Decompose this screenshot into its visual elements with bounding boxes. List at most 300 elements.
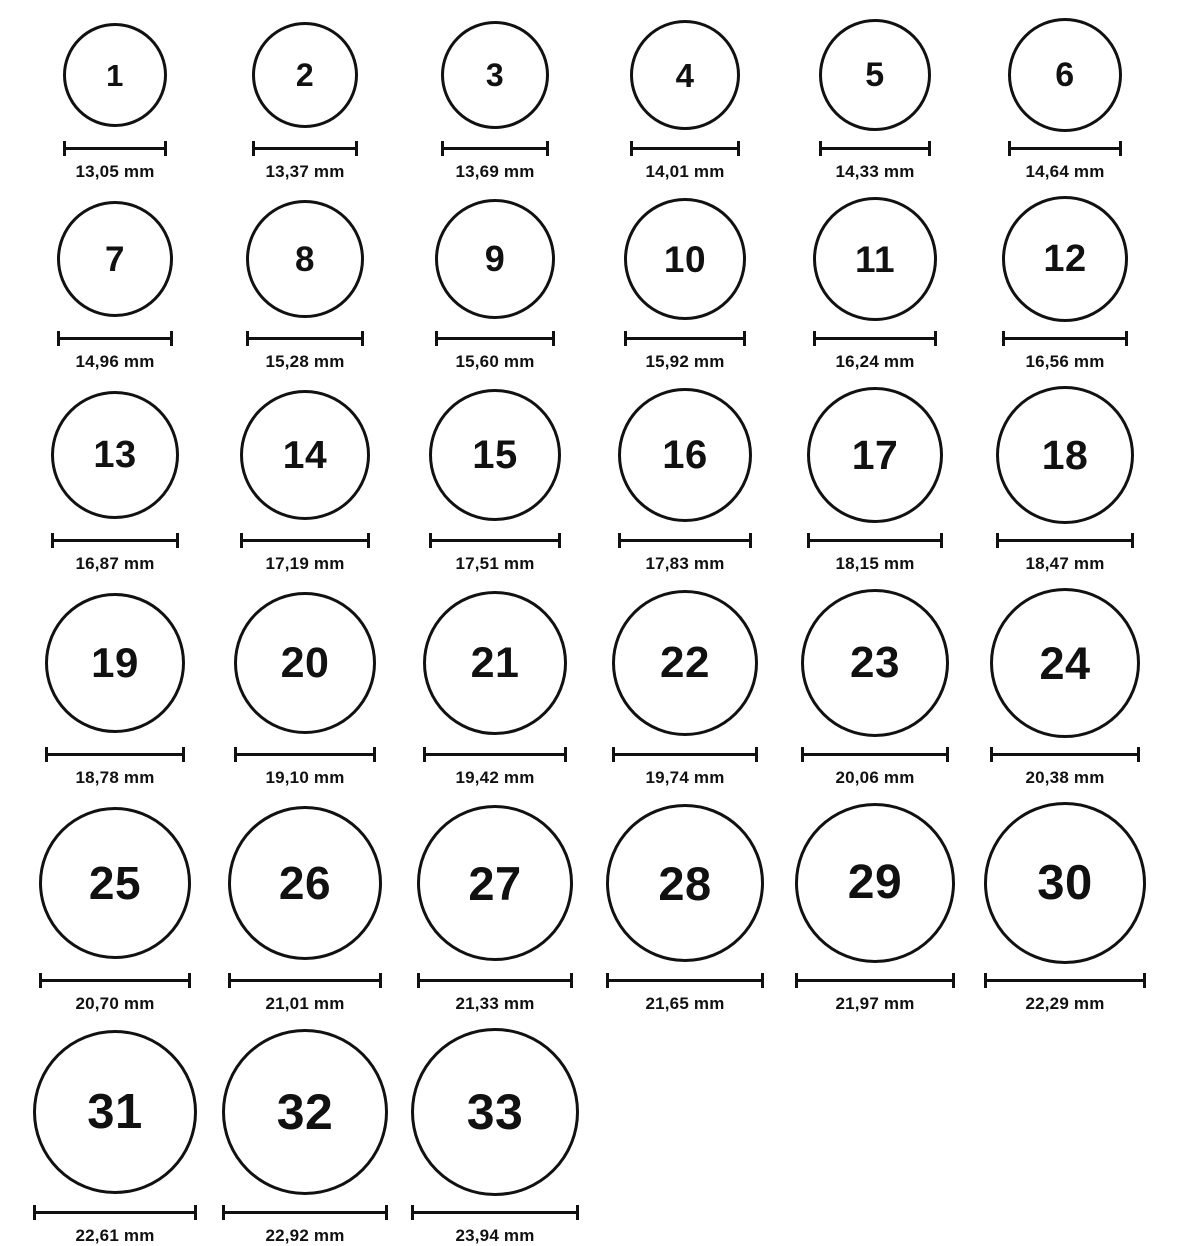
ring-circle bbox=[234, 592, 376, 734]
ring-circle-wrap bbox=[222, 1028, 388, 1196]
dimension-cap-right bbox=[546, 141, 549, 156]
ring-size-number: 21 bbox=[470, 638, 520, 687]
diameter-label: 20,06 mm bbox=[835, 768, 915, 787]
dimension-cap-right bbox=[170, 331, 173, 346]
dimension-cap-right bbox=[761, 973, 764, 988]
ring-circle-wrap bbox=[996, 386, 1134, 524]
ring-circle bbox=[624, 198, 746, 320]
diameter-dimension-line bbox=[795, 973, 955, 987]
ring-size-number: 19 bbox=[91, 639, 139, 686]
dimension-bar bbox=[606, 979, 764, 982]
dimension-cap-left bbox=[33, 1205, 36, 1220]
ring-size-number: 24 bbox=[1039, 637, 1091, 689]
dimension-bar bbox=[39, 979, 191, 982]
dimension-bar bbox=[624, 337, 746, 340]
diameter-label: 18,78 mm bbox=[75, 768, 155, 787]
dimension-cap-right bbox=[570, 973, 573, 988]
ring-size-number: 11 bbox=[854, 238, 896, 280]
dimension-cap-left bbox=[441, 141, 444, 156]
ring-circle-wrap bbox=[441, 18, 549, 132]
size-row bbox=[20, 588, 1180, 788]
diameter-dimension-line bbox=[234, 747, 376, 761]
dimension-bar bbox=[222, 1211, 388, 1214]
ring-size-cell bbox=[970, 386, 1160, 574]
dimension-cap-right bbox=[564, 747, 567, 762]
ring-size-cell bbox=[210, 588, 400, 788]
dimension-cap-left bbox=[39, 973, 42, 988]
dimension-cap-right bbox=[743, 331, 746, 346]
ring-size-cell bbox=[20, 18, 210, 182]
ring-size-number: 31 bbox=[87, 1084, 143, 1139]
diameter-dimension-line bbox=[429, 533, 561, 547]
dimension-bar bbox=[813, 337, 937, 340]
diameter-dimension-line bbox=[813, 331, 937, 345]
dimension-cap-left bbox=[984, 973, 987, 988]
diameter-label: 20,70 mm bbox=[75, 994, 155, 1013]
dimension-bar bbox=[441, 147, 549, 150]
dimension-bar bbox=[240, 539, 370, 542]
size-row bbox=[20, 802, 1180, 1014]
ring-circle bbox=[612, 590, 758, 736]
diameter-label: 15,92 mm bbox=[645, 352, 725, 371]
ring-circle bbox=[228, 806, 382, 960]
diameter-label: 21,65 mm bbox=[645, 994, 725, 1013]
ring-circle bbox=[252, 22, 358, 128]
diameter-dimension-line bbox=[33, 1205, 197, 1219]
ring-size-number: 17 bbox=[851, 431, 899, 478]
ring-size-cell bbox=[970, 196, 1160, 372]
dimension-cap-left bbox=[246, 331, 249, 346]
dimension-cap-left bbox=[63, 141, 66, 156]
diameter-dimension-line bbox=[423, 747, 567, 761]
diameter-label: 16,87 mm bbox=[75, 554, 155, 573]
dimension-cap-right bbox=[1131, 533, 1134, 548]
diameter-label: 22,92 mm bbox=[265, 1226, 345, 1245]
dimension-bar bbox=[630, 147, 740, 150]
ring-circle bbox=[51, 391, 179, 519]
ring-size-cell bbox=[780, 18, 970, 182]
diameter-dimension-line bbox=[801, 747, 949, 761]
ring-size-number: 12 bbox=[1043, 238, 1087, 280]
size-row bbox=[20, 386, 1180, 574]
ring-size-number: 25 bbox=[88, 857, 142, 909]
ring-size-cell bbox=[20, 802, 210, 1014]
ring-size-number: 18 bbox=[1041, 431, 1089, 478]
dimension-cap-left bbox=[423, 747, 426, 762]
ring-circle bbox=[246, 200, 364, 318]
dimension-cap-right bbox=[558, 533, 561, 548]
diameter-label: 17,51 mm bbox=[455, 554, 535, 573]
ring-circle bbox=[417, 805, 573, 961]
ring-circle-wrap bbox=[813, 196, 937, 322]
ring-size-number: 30 bbox=[1037, 855, 1093, 910]
ring-size-cell bbox=[210, 18, 400, 182]
diameter-label: 19,74 mm bbox=[645, 768, 725, 787]
ring-size-cell bbox=[590, 386, 780, 574]
ring-size-cell bbox=[590, 802, 780, 1014]
ring-size-number: 23 bbox=[850, 638, 900, 687]
dimension-bar bbox=[234, 753, 376, 756]
ring-size-cell bbox=[590, 588, 780, 788]
ring-size-cell bbox=[780, 588, 970, 788]
size-row bbox=[20, 196, 1180, 372]
ring-circle bbox=[606, 804, 764, 962]
diameter-dimension-line bbox=[417, 973, 573, 987]
ring-circle-wrap bbox=[984, 802, 1146, 964]
ring-circle-wrap bbox=[819, 18, 931, 132]
ring-size-cell bbox=[970, 588, 1160, 788]
dimension-bar bbox=[246, 337, 364, 340]
dimension-bar bbox=[252, 147, 358, 150]
dimension-cap-left bbox=[612, 747, 615, 762]
ring-size-cell bbox=[400, 588, 590, 788]
ring-circle bbox=[996, 386, 1134, 524]
ring-circle bbox=[45, 593, 185, 733]
ring-circle-wrap bbox=[612, 588, 758, 738]
dimension-cap-right bbox=[946, 747, 949, 762]
dimension-cap-right bbox=[367, 533, 370, 548]
dimension-bar bbox=[984, 979, 1146, 982]
dimension-cap-left bbox=[51, 533, 54, 548]
dimension-cap-right bbox=[552, 331, 555, 346]
diameter-dimension-line bbox=[411, 1205, 579, 1219]
diameter-label: 19,10 mm bbox=[265, 768, 345, 787]
dimension-cap-right bbox=[188, 973, 191, 988]
dimension-cap-left bbox=[624, 331, 627, 346]
dimension-cap-right bbox=[1137, 747, 1140, 762]
dimension-cap-right bbox=[379, 973, 382, 988]
ring-circle bbox=[795, 803, 955, 963]
ring-circle bbox=[63, 23, 167, 127]
ring-size-cell bbox=[210, 802, 400, 1014]
ring-size-cell bbox=[20, 196, 210, 372]
diameter-dimension-line bbox=[441, 141, 549, 155]
diameter-dimension-line bbox=[45, 747, 185, 761]
diameter-dimension-line bbox=[996, 533, 1134, 547]
ring-circle bbox=[57, 201, 173, 317]
ring-circle-wrap bbox=[801, 588, 949, 738]
diameter-dimension-line bbox=[630, 141, 740, 155]
ring-circle-wrap bbox=[411, 1028, 579, 1196]
ring-size-number: 8 bbox=[295, 239, 315, 279]
diameter-dimension-line bbox=[807, 533, 943, 547]
ring-circle bbox=[813, 197, 937, 321]
ring-size-number: 7 bbox=[105, 239, 125, 279]
diameter-dimension-line bbox=[990, 747, 1140, 761]
diameter-label: 21,97 mm bbox=[835, 994, 915, 1013]
dimension-bar bbox=[618, 539, 752, 542]
dimension-cap-right bbox=[952, 973, 955, 988]
diameter-label: 23,94 mm bbox=[455, 1226, 535, 1245]
ring-circle-wrap bbox=[234, 588, 376, 738]
ring-size-number: 1 bbox=[106, 57, 124, 93]
dimension-cap-right bbox=[1143, 973, 1146, 988]
diameter-label: 13,05 mm bbox=[75, 162, 155, 181]
ring-size-number: 6 bbox=[1055, 56, 1075, 94]
ring-size-cell bbox=[400, 1028, 590, 1246]
dimension-bar bbox=[429, 539, 561, 542]
ring-circle-wrap bbox=[63, 18, 167, 132]
diameter-label: 13,69 mm bbox=[455, 162, 535, 181]
ring-size-cell bbox=[20, 1028, 210, 1246]
diameter-label: 18,47 mm bbox=[1025, 554, 1105, 573]
dimension-cap-left bbox=[234, 747, 237, 762]
diameter-label: 14,96 mm bbox=[75, 352, 155, 371]
dimension-cap-right bbox=[373, 747, 376, 762]
dimension-cap-right bbox=[182, 747, 185, 762]
ring-size-number: 22 bbox=[660, 638, 710, 687]
dimension-cap-left bbox=[807, 533, 810, 548]
ring-size-number: 20 bbox=[280, 638, 330, 687]
diameter-label: 17,83 mm bbox=[645, 554, 725, 573]
dimension-bar bbox=[801, 753, 949, 756]
ring-size-cell bbox=[210, 196, 400, 372]
ring-size-cell bbox=[210, 386, 400, 574]
diameter-label: 15,60 mm bbox=[455, 352, 535, 371]
ring-circle-wrap bbox=[417, 802, 573, 964]
diameter-label: 17,19 mm bbox=[265, 554, 345, 573]
ring-circle bbox=[240, 390, 370, 520]
ring-circle bbox=[990, 588, 1140, 738]
dimension-bar bbox=[996, 539, 1134, 542]
dimension-cap-right bbox=[1119, 141, 1122, 156]
dimension-cap-left bbox=[240, 533, 243, 548]
ring-size-cell bbox=[590, 196, 780, 372]
dimension-cap-right bbox=[355, 141, 358, 156]
dimension-cap-left bbox=[630, 141, 633, 156]
ring-size-number: 33 bbox=[466, 1084, 524, 1140]
dimension-bar bbox=[57, 337, 173, 340]
dimension-cap-right bbox=[749, 533, 752, 548]
ring-size-cell bbox=[970, 802, 1160, 1014]
diameter-label: 14,33 mm bbox=[835, 162, 915, 181]
diameter-dimension-line bbox=[39, 973, 191, 987]
diameter-label: 22,29 mm bbox=[1025, 994, 1105, 1013]
dimension-cap-right bbox=[576, 1205, 579, 1220]
dimension-cap-right bbox=[164, 141, 167, 156]
ring-size-cell bbox=[400, 196, 590, 372]
dimension-cap-right bbox=[361, 331, 364, 346]
diameter-dimension-line bbox=[1008, 141, 1122, 155]
ring-circle-wrap bbox=[1002, 196, 1128, 322]
dimension-cap-right bbox=[940, 533, 943, 548]
dimension-cap-left bbox=[618, 533, 621, 548]
dimension-cap-left bbox=[801, 747, 804, 762]
ring-circle bbox=[429, 389, 561, 521]
ring-size-number: 28 bbox=[658, 856, 712, 910]
ring-size-cell bbox=[400, 18, 590, 182]
dimension-cap-left bbox=[45, 747, 48, 762]
ring-circle-wrap bbox=[429, 386, 561, 524]
dimension-cap-left bbox=[1002, 331, 1005, 346]
diameter-label: 21,33 mm bbox=[455, 994, 535, 1013]
ring-circle-wrap bbox=[423, 588, 567, 738]
ring-circle bbox=[222, 1029, 388, 1195]
ring-size-number: 14 bbox=[282, 433, 328, 477]
size-row bbox=[20, 1028, 1180, 1246]
ring-circle-wrap bbox=[1008, 18, 1122, 132]
dimension-bar bbox=[417, 979, 573, 982]
dimension-cap-left bbox=[411, 1205, 414, 1220]
dimension-cap-left bbox=[996, 533, 999, 548]
diameter-label: 18,15 mm bbox=[835, 554, 915, 573]
diameter-dimension-line bbox=[624, 331, 746, 345]
ring-size-cell bbox=[780, 196, 970, 372]
ring-circle-wrap bbox=[624, 196, 746, 322]
dimension-cap-left bbox=[435, 331, 438, 346]
diameter-dimension-line bbox=[57, 331, 173, 345]
diameter-dimension-line bbox=[618, 533, 752, 547]
dimension-cap-left bbox=[429, 533, 432, 548]
ring-size-number: 26 bbox=[278, 857, 332, 909]
diameter-dimension-line bbox=[228, 973, 382, 987]
dimension-cap-right bbox=[737, 141, 740, 156]
ring-circle-wrap bbox=[228, 802, 382, 964]
dimension-cap-right bbox=[194, 1205, 197, 1220]
ring-circle bbox=[1008, 18, 1122, 132]
diameter-dimension-line bbox=[246, 331, 364, 345]
dimension-bar bbox=[423, 753, 567, 756]
dimension-cap-right bbox=[934, 331, 937, 346]
diameter-dimension-line bbox=[51, 533, 179, 547]
dimension-cap-left bbox=[606, 973, 609, 988]
diameter-label: 14,64 mm bbox=[1025, 162, 1105, 181]
ring-circle-wrap bbox=[252, 18, 358, 132]
ring-circle bbox=[411, 1028, 579, 1196]
dimension-cap-left bbox=[222, 1205, 225, 1220]
ring-circle bbox=[1002, 196, 1128, 322]
ring-size-number: 2 bbox=[295, 57, 315, 93]
ring-size-number: 13 bbox=[93, 434, 137, 476]
dimension-cap-left bbox=[795, 973, 798, 988]
ring-circle-wrap bbox=[240, 386, 370, 524]
ring-size-number: 29 bbox=[847, 856, 903, 909]
dimension-bar bbox=[819, 147, 931, 150]
dimension-cap-right bbox=[928, 141, 931, 156]
ring-circle bbox=[423, 591, 567, 735]
ring-circle-wrap bbox=[33, 1028, 197, 1196]
diameter-label: 20,38 mm bbox=[1025, 768, 1105, 787]
dimension-cap-left bbox=[252, 141, 255, 156]
ring-circle-wrap bbox=[435, 196, 555, 322]
ring-circle bbox=[435, 199, 555, 319]
dimension-bar bbox=[795, 979, 955, 982]
diameter-label: 14,01 mm bbox=[645, 162, 725, 181]
ring-circle bbox=[807, 387, 943, 523]
dimension-bar bbox=[63, 147, 167, 150]
diameter-dimension-line bbox=[606, 973, 764, 987]
ring-size-cell bbox=[590, 18, 780, 182]
dimension-cap-right bbox=[176, 533, 179, 548]
ring-circle bbox=[441, 21, 549, 129]
ring-size-number: 4 bbox=[675, 56, 695, 94]
dimension-bar bbox=[45, 753, 185, 756]
ring-size-cell bbox=[210, 1028, 400, 1246]
ring-size-number: 32 bbox=[276, 1084, 334, 1140]
ring-size-cell bbox=[780, 386, 970, 574]
ring-circle bbox=[39, 807, 191, 959]
size-row bbox=[20, 18, 1180, 182]
diameter-dimension-line bbox=[63, 141, 167, 155]
dimension-bar bbox=[411, 1211, 579, 1214]
dimension-cap-left bbox=[1008, 141, 1011, 156]
ring-circle-wrap bbox=[606, 802, 764, 964]
diameter-label: 15,28 mm bbox=[265, 352, 345, 371]
ring-circle bbox=[618, 388, 752, 522]
ring-circle-wrap bbox=[246, 196, 364, 322]
ring-size-cell bbox=[970, 18, 1160, 182]
ring-circle bbox=[630, 20, 740, 130]
ring-circle bbox=[801, 589, 949, 737]
ring-size-number: 5 bbox=[865, 56, 885, 94]
diameter-dimension-line bbox=[252, 141, 358, 155]
ring-circle bbox=[819, 19, 931, 131]
ring-size-cell bbox=[400, 802, 590, 1014]
ring-circle bbox=[33, 1030, 197, 1194]
ring-size-cell bbox=[20, 386, 210, 574]
diameter-label: 21,01 mm bbox=[265, 994, 345, 1013]
dimension-cap-right bbox=[385, 1205, 388, 1220]
diameter-label: 19,42 mm bbox=[455, 768, 535, 787]
dimension-bar bbox=[228, 979, 382, 982]
diameter-dimension-line bbox=[984, 973, 1146, 987]
dimension-cap-left bbox=[57, 331, 60, 346]
ring-size-number: 10 bbox=[663, 238, 707, 280]
dimension-bar bbox=[33, 1211, 197, 1214]
ring-size-number: 15 bbox=[472, 433, 518, 477]
ring-circle-wrap bbox=[39, 802, 191, 964]
ring-size-number: 3 bbox=[485, 57, 505, 93]
dimension-bar bbox=[612, 753, 758, 756]
diameter-dimension-line bbox=[240, 533, 370, 547]
dimension-cap-left bbox=[813, 331, 816, 346]
dimension-bar bbox=[51, 539, 179, 542]
ring-size-number: 27 bbox=[468, 856, 522, 910]
diameter-dimension-line bbox=[435, 331, 555, 345]
diameter-dimension-line bbox=[222, 1205, 388, 1219]
dimension-bar bbox=[435, 337, 555, 340]
dimension-cap-left bbox=[819, 141, 822, 156]
ring-size-number: 9 bbox=[484, 238, 506, 279]
ring-size-cell bbox=[20, 588, 210, 788]
ring-circle-wrap bbox=[51, 386, 179, 524]
ring-circle-wrap bbox=[807, 386, 943, 524]
dimension-bar bbox=[1008, 147, 1122, 150]
dimension-cap-right bbox=[1125, 331, 1128, 346]
ring-circle-wrap bbox=[990, 588, 1140, 738]
ring-circle-wrap bbox=[618, 386, 752, 524]
diameter-dimension-line bbox=[612, 747, 758, 761]
diameter-dimension-line bbox=[1002, 331, 1128, 345]
dimension-cap-right bbox=[755, 747, 758, 762]
dimension-cap-left bbox=[990, 747, 993, 762]
ring-circle-wrap bbox=[45, 588, 185, 738]
diameter-label: 16,24 mm bbox=[835, 352, 915, 371]
ring-circle-wrap bbox=[630, 18, 740, 132]
dimension-bar bbox=[1002, 337, 1128, 340]
diameter-label: 22,61 mm bbox=[75, 1226, 155, 1245]
diameter-dimension-line bbox=[819, 141, 931, 155]
ring-size-cell bbox=[780, 802, 970, 1014]
dimension-cap-left bbox=[417, 973, 420, 988]
ring-circle-wrap bbox=[795, 802, 955, 964]
diameter-label: 16,56 mm bbox=[1025, 352, 1105, 371]
ring-size-number: 16 bbox=[662, 433, 708, 477]
dimension-bar bbox=[990, 753, 1140, 756]
ring-circle-wrap bbox=[57, 196, 173, 322]
dimension-cap-left bbox=[228, 973, 231, 988]
dimension-bar bbox=[807, 539, 943, 542]
